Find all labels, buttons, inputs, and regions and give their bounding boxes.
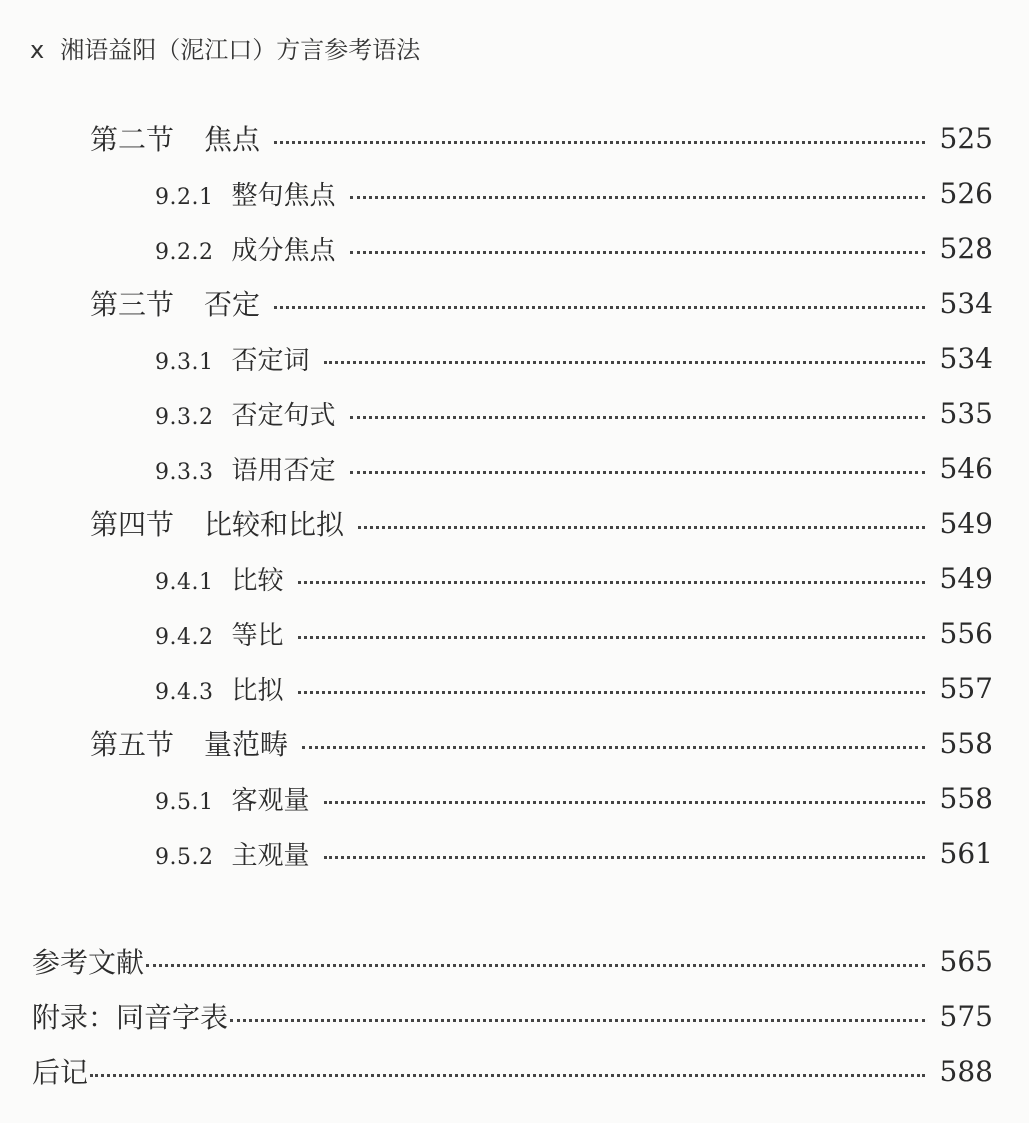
- subsection-title: 比较: [231, 565, 284, 596]
- book-title: 湘语益阳（泥江口）方言参考语法: [60, 36, 421, 64]
- dot-leader: [274, 141, 925, 144]
- toc-entry-subsection[interactable]: [155, 778, 993, 818]
- toc-entry-subsection[interactable]: [155, 173, 993, 213]
- toc-entry-subsection[interactable]: [155, 228, 993, 268]
- subsection-number: 9.3.3: [155, 459, 214, 485]
- subsection-title: 整句焦点: [231, 180, 336, 211]
- page-ref: 534: [939, 286, 993, 320]
- dot-leader: [350, 196, 926, 199]
- page-number: x: [30, 36, 45, 64]
- subsection-number: 9.3.2: [155, 404, 214, 430]
- page-ref: 528: [939, 231, 993, 265]
- toc-entry-subsection[interactable]: [155, 833, 993, 873]
- subsection-number: 9.3.1: [155, 349, 214, 375]
- dot-leader: [146, 964, 925, 967]
- toc-entry-subsection[interactable]: [155, 558, 993, 598]
- subsection-title: 语用否定: [231, 455, 336, 486]
- dot-leader: [324, 361, 926, 364]
- toc-entry-subsection[interactable]: [155, 668, 993, 708]
- dot-leader: [298, 691, 926, 694]
- subsection-title: 主观量: [231, 840, 310, 871]
- dot-leader: [350, 416, 926, 419]
- section-number: 第四节: [90, 508, 175, 541]
- subsection-number: 9.4.1: [155, 569, 214, 595]
- dot-leader: [302, 746, 925, 749]
- page-ref: 546: [939, 451, 993, 485]
- page-ref: 561: [939, 836, 993, 870]
- page-ref: 549: [939, 561, 993, 595]
- dot-leader: [298, 581, 926, 584]
- page-ref: 557: [939, 671, 993, 705]
- dot-leader: [350, 471, 926, 474]
- section-number: 第三节: [90, 288, 175, 321]
- subsection-number: 9.5.1: [155, 789, 214, 815]
- toc-entry-afterword[interactable]: [32, 1051, 993, 1091]
- running-header: [30, 30, 420, 65]
- page-ref: 526: [939, 176, 993, 210]
- section-number: 第二节: [90, 123, 175, 156]
- dot-leader: [298, 636, 926, 639]
- dot-leader: [324, 801, 926, 804]
- subsection-title: 客观量: [231, 785, 310, 816]
- subsection-title: 比拟: [231, 675, 284, 706]
- page-ref: 556: [939, 616, 993, 650]
- toc-entry-section[interactable]: [90, 118, 993, 158]
- dot-leader: [350, 251, 926, 254]
- subsection-title: 成分焦点: [231, 235, 336, 266]
- dot-leader: [358, 526, 925, 529]
- subsection-title: 否定句式: [231, 400, 336, 431]
- dot-leader: [90, 1074, 925, 1077]
- page-ref: 558: [939, 726, 993, 760]
- page-ref: 565: [939, 944, 993, 978]
- section-title: 否定: [204, 288, 261, 321]
- subsection-title: 否定词: [231, 345, 310, 376]
- page-ref: 534: [939, 341, 993, 375]
- page-ref: 575: [939, 999, 993, 1033]
- toc-entry-subsection[interactable]: [155, 338, 993, 378]
- toc-entry-subsection[interactable]: [155, 393, 993, 433]
- subsection-number: 9.5.2: [155, 844, 214, 870]
- section-title: 焦点: [204, 123, 261, 156]
- back-matter-title: 附录：同音字表: [32, 1001, 229, 1034]
- page-ref: 558: [939, 781, 993, 815]
- section-number: 第五节: [90, 728, 175, 761]
- subsection-number: 9.2.2: [155, 239, 214, 265]
- page-ref: 525: [939, 121, 993, 155]
- toc-entry-section[interactable]: [90, 723, 993, 763]
- toc-entry-appendix[interactable]: [32, 996, 993, 1036]
- toc-entry-references[interactable]: [32, 941, 993, 981]
- subsection-number: 9.4.3: [155, 679, 214, 705]
- section-title: 量范畴: [204, 728, 289, 761]
- dot-leader: [230, 1019, 925, 1022]
- back-matter-title: 后记: [32, 1056, 89, 1089]
- page-ref: 549: [939, 506, 993, 540]
- subsection-number: 9.2.1: [155, 184, 214, 210]
- toc-entry-section[interactable]: [90, 503, 993, 543]
- page-ref: 588: [939, 1054, 993, 1088]
- toc-entry-subsection[interactable]: [155, 613, 993, 653]
- toc-entry-section[interactable]: [90, 283, 993, 323]
- page-ref: 535: [939, 396, 993, 430]
- toc-entry-subsection[interactable]: [155, 448, 993, 488]
- back-matter-title: 参考文献: [32, 946, 145, 979]
- subsection-title: 等比: [231, 620, 284, 651]
- subsection-number: 9.4.2: [155, 624, 214, 650]
- dot-leader: [274, 306, 925, 309]
- dot-leader: [324, 856, 926, 859]
- section-title: 比较和比拟: [204, 508, 345, 541]
